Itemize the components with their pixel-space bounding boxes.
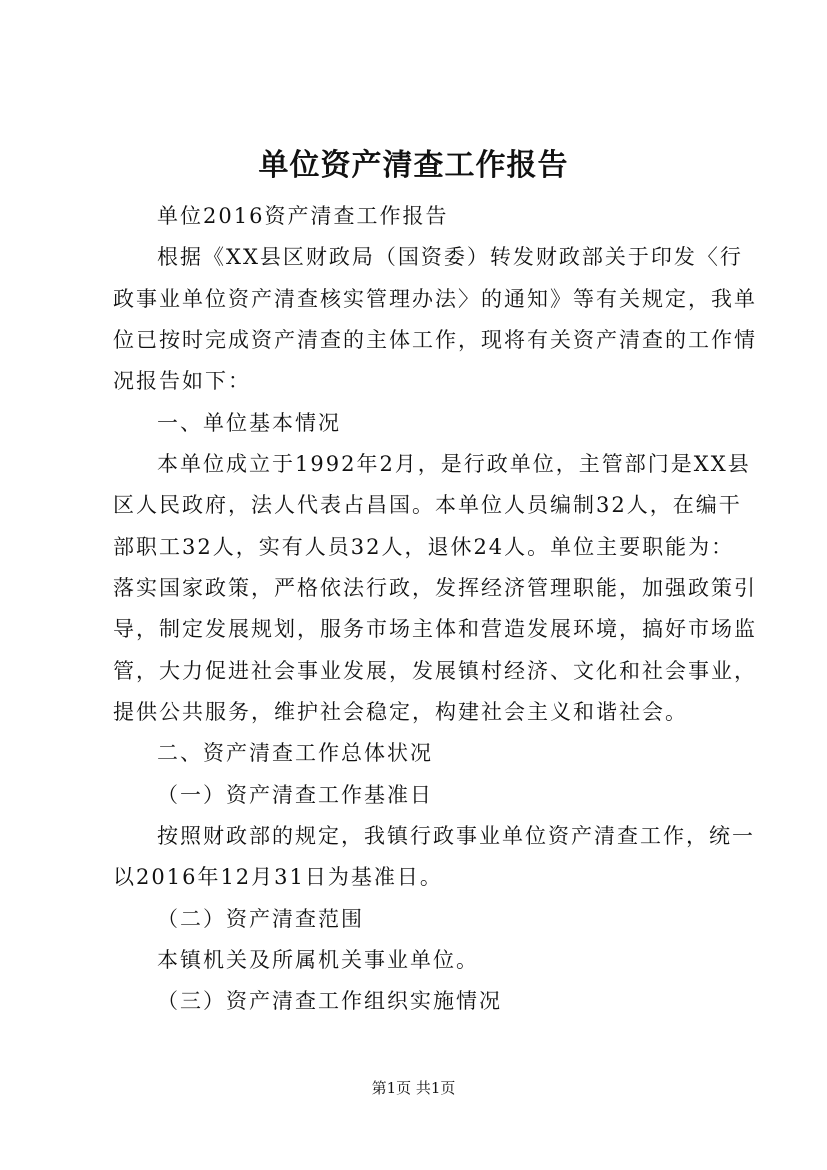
text-line: 区人民政府，法人代表占昌国。本单位人员编制32人，在编干 — [113, 493, 742, 517]
text-line: 政事业单位资产清查核实管理办法〉的通知》等有关规定，我单 — [113, 287, 757, 311]
subsection-heading: （三）资产清查工作组织实施情况 — [157, 989, 502, 1013]
text-line: 根据《XX县区财政局（国资委）转发财政部关于印发〈行 — [157, 245, 743, 269]
page-footer: 第1页 共1页 — [371, 1079, 456, 1097]
text-line: 位已按时完成资产清查的主体工作，现将有关资产清查的工作情 — [113, 328, 757, 352]
text-line: 况报告如下： — [113, 369, 251, 393]
text-line: 单位2016资产清查工作报告 — [157, 204, 449, 228]
subsection-heading: （二）资产清查范围 — [157, 907, 364, 931]
section-heading: 一、单位基本情况 — [157, 411, 341, 435]
text-line: 提供公共服务，维护社会稳定，构建社会主义和谐社会。 — [113, 700, 688, 724]
text-line: 部职工32人，实有人员32人，退休24人。单位主要职能为： — [113, 535, 735, 559]
text-line: 本镇机关及所属机关事业单位。 — [157, 948, 479, 972]
text-line: 导，制定发展规划，服务市场主体和营造发展环境，搞好市场监 — [113, 617, 757, 641]
document-title: 单位资产清查工作报告 — [258, 148, 569, 183]
text-line: 按照财政部的规定，我镇行政事业单位资产清查工作，统一 — [157, 824, 755, 848]
subsection-heading: （一）资产清查工作基准日 — [157, 783, 433, 807]
text-line: 以2016年12月31日为基准日。 — [113, 865, 443, 889]
text-line: 管，大力促进社会事业发展，发展镇村经济、文化和社会事业， — [113, 659, 757, 683]
text-line: 落实国家政策，严格依法行政，发挥经济管理职能，加强政策引 — [113, 576, 757, 600]
section-heading: 二、资产清查工作总体状况 — [157, 741, 433, 765]
text-line: 本单位成立于1992年2月，是行政单位，主管部门是XX县 — [157, 452, 751, 476]
